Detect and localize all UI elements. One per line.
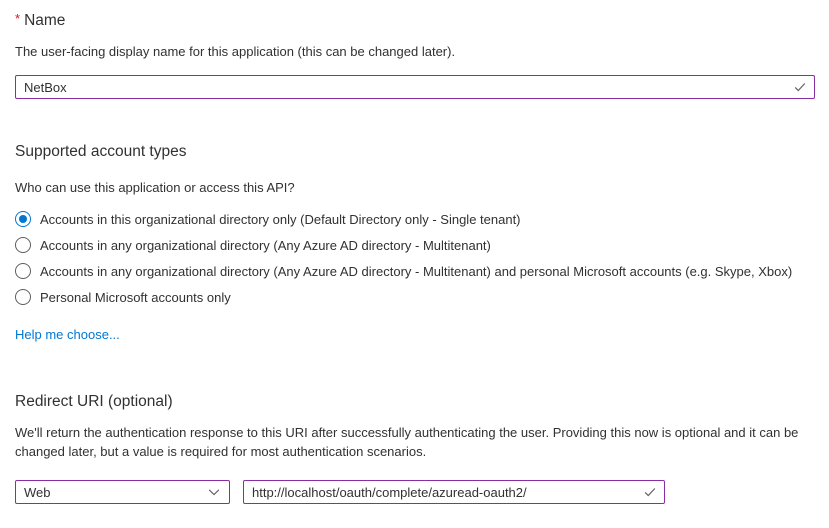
radio-option-label: Accounts in any organizational directory (Any Azure AD directory - Multitenant) and personal Microsoft accounts (e.g. Skype, Xbox)	[40, 263, 793, 279]
help-me-choose-link[interactable]: Help me choose...	[15, 327, 120, 342]
radio-button[interactable]	[15, 263, 31, 279]
platform-select[interactable]	[15, 480, 230, 504]
radio-option-label: Personal Microsoft accounts only	[40, 289, 231, 305]
chevron-down-icon	[207, 485, 221, 499]
radio-option-personal-only[interactable]	[15, 284, 815, 310]
radio-button[interactable]	[15, 237, 31, 253]
name-section-title	[15, 12, 815, 30]
radio-option-multitenant-personal[interactable]	[15, 258, 815, 284]
redirect-uri-section-title: Redirect URI (optional)	[15, 393, 173, 410]
radio-button[interactable]	[15, 211, 31, 227]
radio-button[interactable]	[15, 289, 31, 305]
name-input[interactable]	[15, 75, 815, 99]
radio-option-label: Accounts in any organizational directory (Any Azure AD directory - Multitenant)	[40, 237, 491, 253]
app-registration-form	[0, 12, 829, 528]
account-types-question: Who can use this application or access this API?	[15, 180, 295, 195]
name-input-container	[15, 75, 815, 99]
account-types-section-title: Supported account types	[15, 143, 187, 160]
name-section-title-text: Name	[24, 12, 66, 29]
redirect-uri-input[interactable]	[243, 480, 665, 504]
redirect-uri-row	[15, 480, 815, 504]
radio-option-single-tenant[interactable]	[15, 206, 815, 232]
required-asterisk: *	[15, 11, 21, 26]
radio-option-label: Accounts in this organizational directory only (Default Directory only - Single tenant)	[40, 211, 521, 227]
redirect-uri-description: We'll return the authentication response to this URI after successfully authenticating the user. Providing this now is optional and it can be changed later, but a value is required for most authentication scenarios.	[15, 425, 799, 459]
platform-select-value: Web	[24, 484, 51, 500]
name-description: The user-facing display name for this application (this can be changed later).	[15, 44, 456, 59]
account-types-radio-group	[15, 206, 815, 310]
radio-option-multitenant[interactable]	[15, 232, 815, 258]
redirect-uri-input-container	[243, 480, 665, 504]
